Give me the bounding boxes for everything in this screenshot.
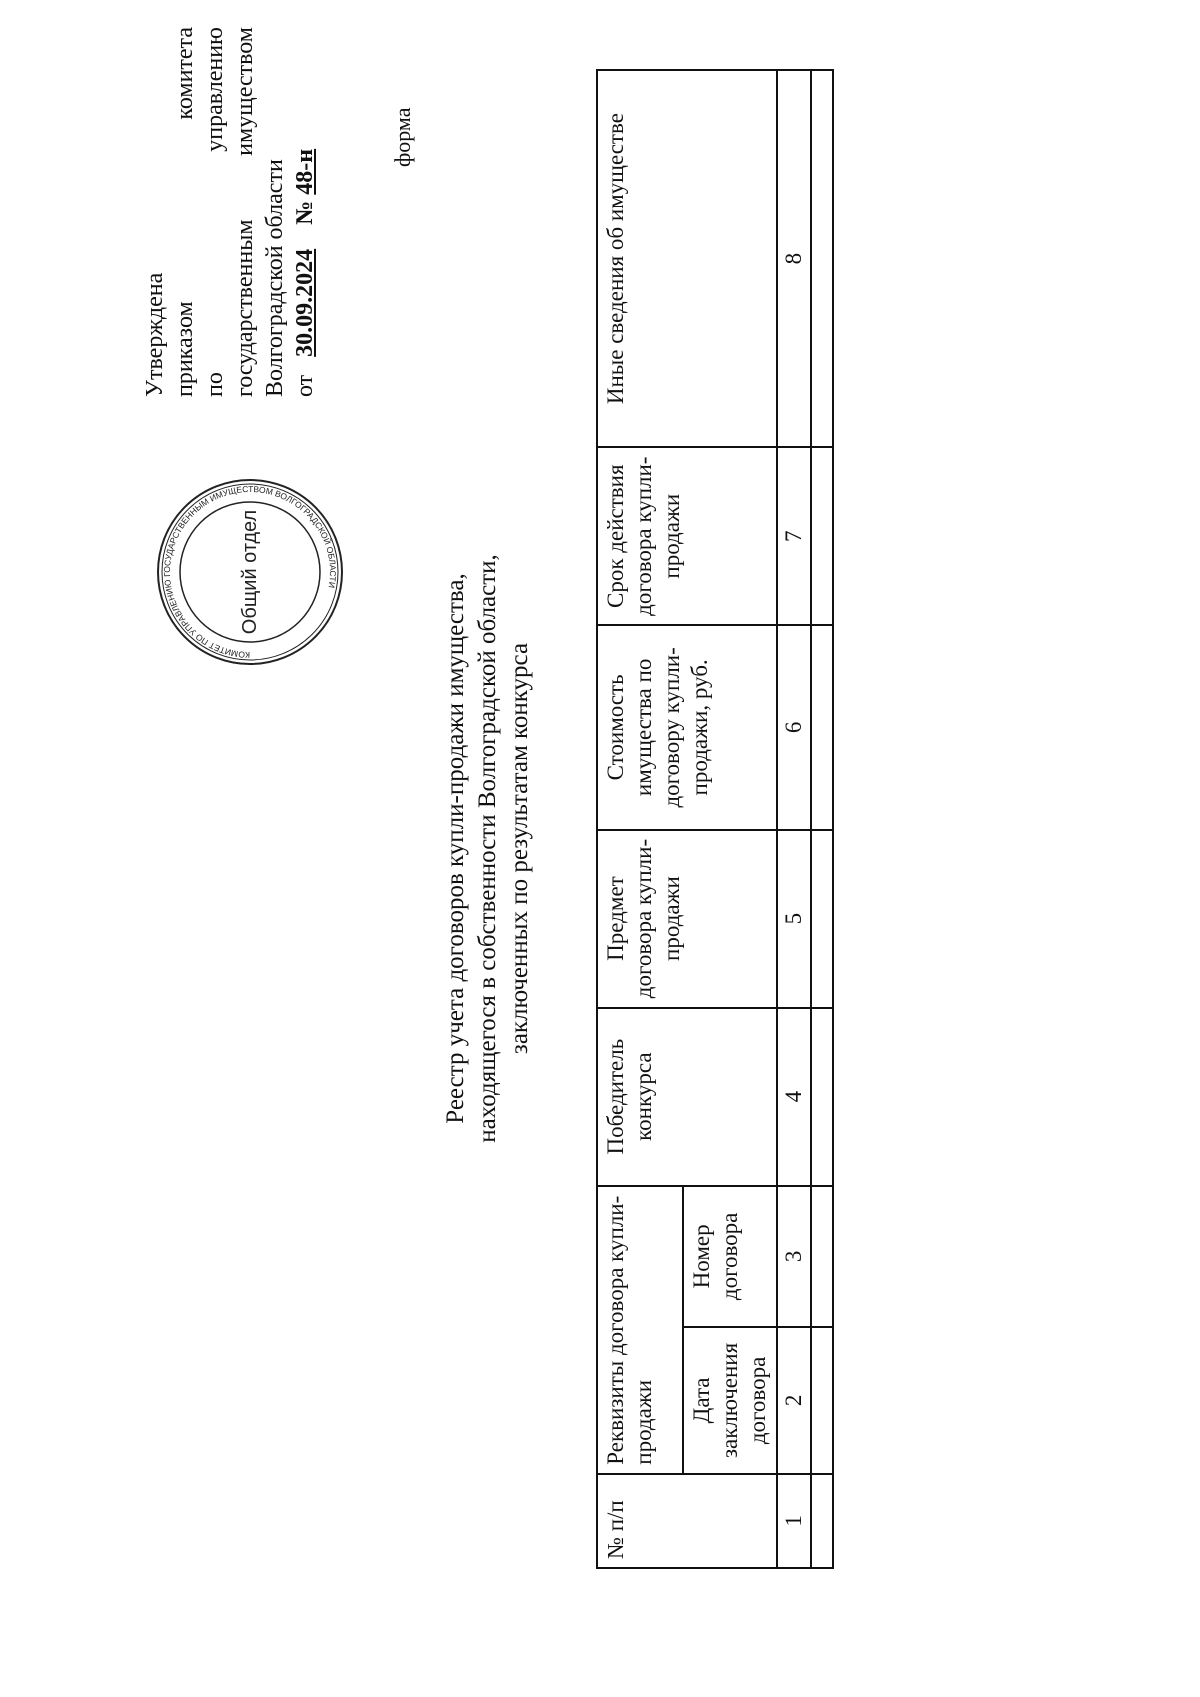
column-number: 5 bbox=[777, 830, 811, 1008]
empty-cell bbox=[811, 1474, 833, 1568]
official-stamp bbox=[155, 477, 345, 667]
header-col-8: Иные сведения об имуществе bbox=[597, 70, 777, 447]
header-col-2: Дата заключения договора bbox=[683, 1327, 777, 1474]
approval-number: 48-н bbox=[292, 148, 318, 195]
approval-word-po: по bbox=[202, 372, 228, 397]
approval-date: 30.09.2024 bbox=[292, 248, 318, 357]
approval-word-prikazom: приказом bbox=[172, 301, 198, 397]
empty-cell bbox=[811, 70, 833, 447]
empty-cell bbox=[811, 830, 833, 1008]
approval-word-upravleniyu: управлению bbox=[202, 27, 228, 152]
approval-word-gosudarstvennym: государственным bbox=[232, 219, 258, 397]
title-line-3: заключенных по результатам конкурса bbox=[506, 642, 533, 1055]
empty-cell bbox=[811, 1327, 833, 1474]
title-line-2: находящегося в собственности Волгоградской области, bbox=[474, 554, 501, 1143]
empty-cell bbox=[811, 447, 833, 625]
empty-cell bbox=[811, 1008, 833, 1186]
approval-line-2 bbox=[170, 27, 200, 397]
column-number: 8 bbox=[777, 70, 811, 447]
stamp-center-text: Общий отдел bbox=[239, 509, 261, 635]
empty-cell bbox=[811, 1186, 833, 1327]
column-number: 2 bbox=[777, 1327, 811, 1474]
approval-word-komiteta: комитета bbox=[172, 27, 198, 120]
column-number: 4 bbox=[777, 1008, 811, 1186]
header-col-7: Срок действия договора купли-продажи bbox=[597, 447, 777, 625]
register-table bbox=[596, 69, 834, 1569]
empty-cell bbox=[811, 625, 833, 829]
document-title bbox=[440, 0, 536, 1697]
column-number: 6 bbox=[777, 625, 811, 829]
header-group-requisites: Реквизиты договора купли-продажи bbox=[597, 1186, 683, 1474]
approval-number-prefix: № bbox=[292, 200, 318, 225]
approval-line-3 bbox=[200, 27, 230, 397]
header-row-1 bbox=[597, 70, 683, 1568]
approval-block bbox=[140, 27, 320, 397]
header-col-6: Стоимость имущества по договору купли-продажи, руб. bbox=[597, 625, 777, 829]
column-number: 3 bbox=[777, 1186, 811, 1327]
column-number: 1 bbox=[777, 1474, 811, 1568]
title-line-1: Реестр учета договоров купли-продажи имущества, bbox=[442, 573, 469, 1124]
empty-data-row bbox=[811, 70, 833, 1568]
stamp-ring-text: КОМИТЕТ ПО УПРАВЛЕНИЮ ГОСУДАРСТВЕННЫМ ИМУЩЕСТВОМ ВОЛГОГРАДСКОЙ ОБЛАСТИ bbox=[161, 483, 339, 661]
header-col-3: Номер договора bbox=[683, 1186, 777, 1327]
approval-line-1: Утверждена bbox=[142, 272, 168, 397]
header-col-1: № п/п bbox=[597, 1474, 777, 1568]
approval-line-6 bbox=[290, 27, 320, 397]
approval-line-4 bbox=[230, 27, 260, 397]
approval-word-imushchestvom: имуществом bbox=[232, 27, 258, 156]
column-number-row bbox=[777, 70, 811, 1568]
header-col-5: Предмет договора купли-продажи bbox=[597, 830, 777, 1008]
approval-line-5: Волгоградской области bbox=[262, 159, 288, 397]
approval-date-prefix: от bbox=[292, 374, 318, 397]
column-number: 7 bbox=[777, 447, 811, 625]
form-label: форма bbox=[390, 107, 415, 167]
header-col-4: Победитель конкурса bbox=[597, 1008, 777, 1186]
